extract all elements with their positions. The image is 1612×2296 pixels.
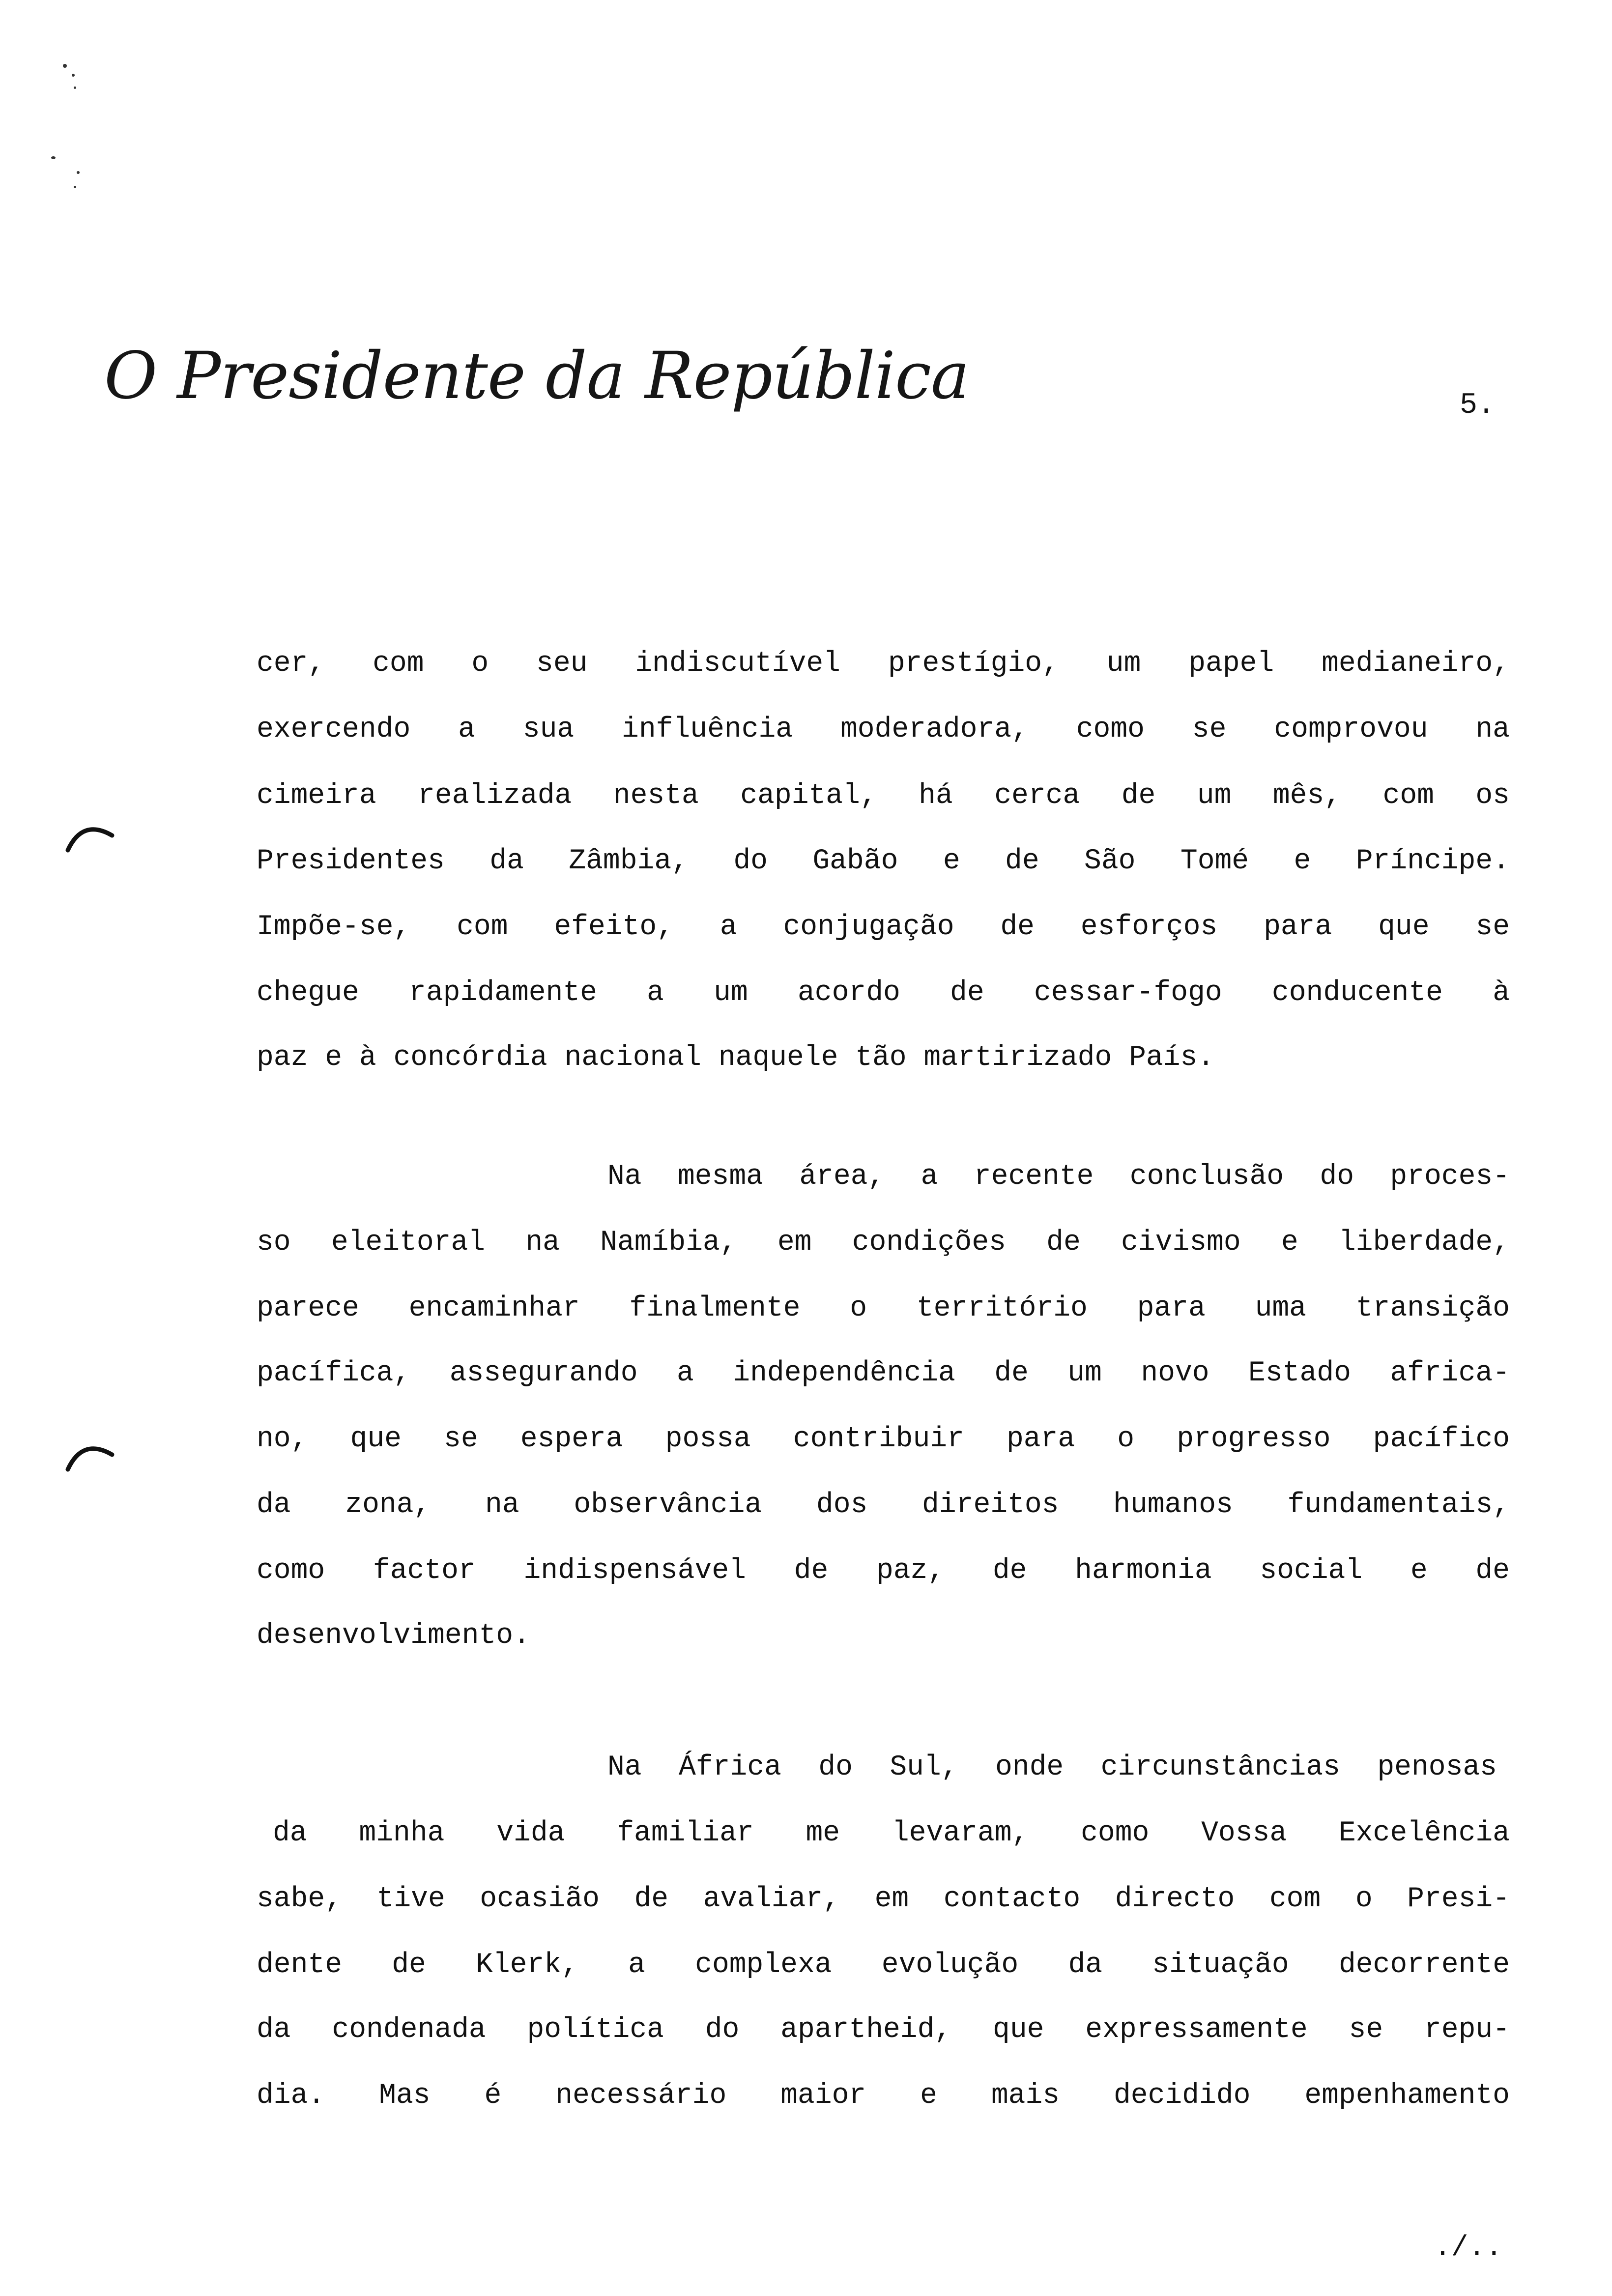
text-line: Na África do Sul, onde circunstâncias penosas <box>607 1751 1497 1783</box>
text-line: como factor indispensável de paz, de harmonia social e de <box>257 1555 1510 1587</box>
text-line: da condenada política do apartheid, que expressamente se repu- <box>257 2014 1510 2046</box>
text-line: Na mesma área, a recente conclusão do proces- <box>607 1161 1510 1193</box>
text-line: da zona, na observância dos direitos humanos fundamentais, <box>257 1489 1510 1521</box>
scan-speck <box>74 186 76 188</box>
text-line: Presidentes da Zâmbia, do Gabão e de São Tomé e Príncipe. <box>257 845 1510 877</box>
scan-speck <box>74 86 76 89</box>
punch-hole-mark <box>63 816 117 860</box>
text-line: desenvolvimento. <box>257 1620 530 1652</box>
text-line: cer, com o seu indiscutível prestígio, um papel medianeiro, <box>257 648 1510 680</box>
scan-speck <box>63 64 67 68</box>
letterhead: O Presidente da República <box>104 338 969 414</box>
text-line: dente de Klerk, a complexa evolução da situação decorrente <box>257 1949 1510 1981</box>
text-line: da minha vida familiar me levaram, como Vossa Excelência <box>273 1817 1510 1849</box>
text-line: sabe, tive ocasião de avaliar, em contacto directo com o Presi- <box>257 1883 1510 1915</box>
continuation-mark: ./.. <box>1434 2232 1503 2264</box>
text-line: no, que se espera possa contribuir para o progresso pacífico <box>257 1423 1510 1455</box>
scan-speck <box>72 74 75 77</box>
page-number: 5. <box>1460 389 1496 422</box>
text-line: Impõe-se, com efeito, a conjugação de esforços para que se <box>257 911 1510 943</box>
scan-speck <box>77 171 80 174</box>
text-line: chegue rapidamente a um acordo de cessar-fogo conducente à <box>257 977 1510 1009</box>
scan-speck <box>51 156 56 159</box>
text-line: exercendo a sua influência moderadora, como se comprovou na <box>257 714 1510 746</box>
text-line: dia. Mas é necessário maior e mais decidido empenhamento <box>257 2080 1510 2112</box>
text-line: pacífica, assegurando a independência de um novo Estado africa- <box>257 1357 1510 1389</box>
text-line: paz e à concórdia nacional naquele tão martirizado País. <box>257 1042 1215 1074</box>
text-line: parece encaminhar finalmente o território para uma transição <box>257 1292 1510 1324</box>
text-line: so eleitoral na Namíbia, em condições de civismo e liberdade, <box>257 1227 1510 1259</box>
punch-hole-mark <box>63 1435 117 1479</box>
text-line: cimeira realizada nesta capital, há cerca de um mês, com os <box>257 780 1510 812</box>
